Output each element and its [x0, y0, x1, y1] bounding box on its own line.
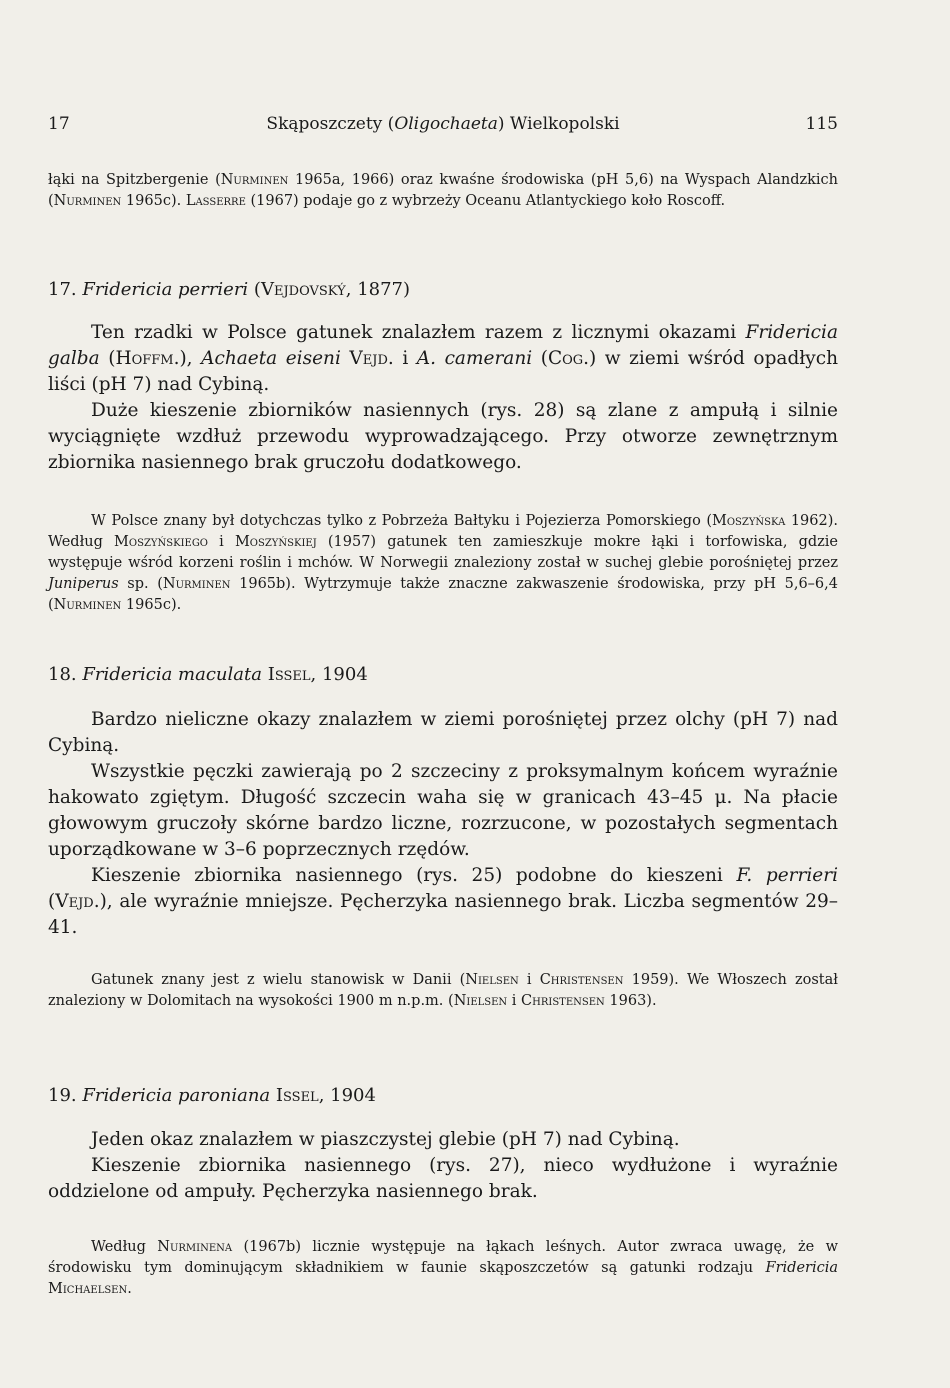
running-title-text: ) Wielkopolski: [497, 114, 620, 134]
species-name: Fridericia paroniana: [82, 1085, 271, 1106]
species-18-distribution-note: Gatunek znany jest z wielu stanowisk w Danii (Nielsen i Christensen 1959). We Włoszech został znaleziony w Dolomitach na wysokości 1900 m n.p.m. (Nielsen i Christensen 1963).: [48, 972, 838, 1009]
species-19-distribution-note: Według Nurminena (1967b) licznie występuje na łąkach leśnych. Autor zwraca uwagę, że w środowisku tym dominującym składnikiem w faunie skąposzczetów są gatunki rodzaju Fridericia Michaelsen.: [48, 1239, 839, 1297]
species-19-description: [48, 1127, 838, 1205]
author-name: Issel: [267, 664, 311, 685]
page-header: [48, 114, 838, 144]
body-paragraph: Kieszenie zbiornika nasiennego (rys. 25) podobne do kieszeni F. perrieri (Vejd.), ale wyraźnie mniejsze. Pęcherzyka nasiennego brak. Liczba segmentów 29–41.: [48, 865, 838, 938]
intro-paragraph: łąki na Spitzbergenie (Nurminen 1965a, 1966) oraz kwaśne środowiska (pH 5,6) na Wyspach Alandzkich (Nurminen 1965c). Lasserre (1967) podaje go z wybrzeży Oceanu Atlantyckiego koło Roscoff.: [48, 172, 838, 209]
author-name: Nurminen: [53, 193, 122, 209]
author-name: Nurminen: [220, 172, 289, 188]
species-17-description: [48, 320, 838, 476]
species-name: Fridericia maculata: [82, 664, 262, 685]
running-title-text: Skąposzczety (: [266, 114, 395, 134]
running-title-italic: Oligochaeta: [394, 114, 498, 134]
species-heading-19: 19. Fridericia paroniana Issel, 1904: [48, 1085, 376, 1106]
body-paragraph: Jeden okaz znalazłem w piaszczystej glebie (pH 7) nad Cybiną.: [91, 1129, 680, 1150]
body-paragraph: Bardzo nieliczne okazy znalazłem w ziemi porośniętej przez olchy (pH 7) nad Cybiną.: [48, 709, 838, 756]
author-name: Vejdovský: [260, 279, 346, 300]
author-name: Issel: [275, 1085, 319, 1106]
species-heading-18: 18. Fridericia maculata Issel, 1904: [48, 664, 368, 685]
page-number: 115: [805, 114, 838, 134]
body-paragraph: Kieszenie zbiornika nasiennego (rys. 27), nieco wydłużone i wyraźnie oddzielone od ampuły. Pęcherzyka nasiennego brak.: [48, 1155, 838, 1202]
header-section-number: 17: [48, 114, 70, 134]
species-heading-17: 17. Fridericia perrieri (Vejdovský, 1877): [48, 279, 411, 300]
running-title: [48, 114, 838, 134]
species-17-distribution-note: W Polsce znany był dotychczas tylko z Pobrzeża Bałtyku i Pojezierza Pomorskiego (Moszyńska 1962). Według Moszyńskiego i Moszyńskiej (1957) gatunek ten zamieszkuje mokre łąki i torfowiska, gdzie występuje wśród korzeni roślin i mchów. W Norwegii znaleziony został w suchej glebie porośniętej przez Juniperus sp. (Nurminen 1965b). Wytrzymuje także znaczne zakwaszenie środowiska, przy pH 5,6–6,4 (Nurminen 1965c).: [48, 513, 838, 613]
author-name: Lasserre: [185, 193, 246, 209]
body-paragraph: Ten rzadki w Polsce gatunek znalazłem razem z licznymi okazami Fridericia galba (Hoffm.), Achaeta eiseni Vejd. i A. camerani (Cog.) w ziemi wśród opadłych liści (pH 7) nad Cybiną.: [48, 322, 839, 395]
body-paragraph: Duże kieszenie zbiorników nasiennych (rys. 28) są zlane z ampułą i silnie wyciągnięte wzdłuż przewodu wyprowadzającego. Przy otworze zewnętrznym zbiornika nasiennego brak gruczołu dodatkowego.: [48, 400, 838, 473]
species-18-description: [48, 707, 838, 941]
species-name: Fridericia perrieri: [82, 279, 249, 300]
body-paragraph: Wszystkie pęczki zawierają po 2 szczeciny z proksymalnym końcem wyraźnie hakowato zgiętym. Długość szczecin waha się w granicach 43–45 μ. Na płacie głowowym gruczoły skórne bardzo liczne, rozrzucone, w pozostałych segmentach uporządkowane w 3–6 poprzecznych rzędów.: [48, 761, 838, 860]
